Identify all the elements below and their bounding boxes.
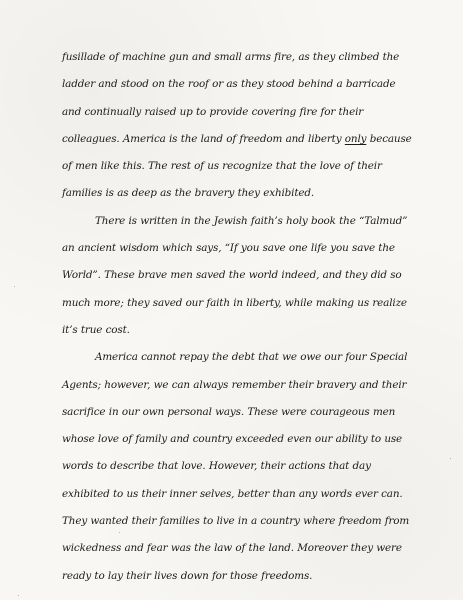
scan-speck (18, 595, 19, 596)
document-body (62, 44, 412, 590)
paragraph-1-text-start: fusillade of machine gun and small arms fire, as they climbed the ladder and stood on the roof or as they stood behind a barricade and continually raised up to provide covering fire for their colleagues. America is the land of freedom and liberty (62, 51, 400, 145)
paragraph-2-text: There is written in the Jewish faith’s holy book the “Talmud” an ancient wisdom which says, “If you save one life you save the World”. These brave men saved the world indeed, and they did so much more; they saved our faith in liberty, while making us realize it’s true cost. (62, 214, 408, 336)
paragraph-3 (62, 344, 412, 590)
scan-speck (119, 532, 120, 533)
paragraph-2 (62, 208, 412, 344)
paragraph-1 (62, 44, 412, 208)
paragraph-3-text: America cannot repay the debt that we owe our four Special Agents; however, we can always remember their bravery and their sacrifice in our own personal ways. These were courageous men whose love of family and country exceeded even our ability to use words to describe that love. However, their actions that day exhibited to us their inner selves, better than any words ever can. They wanted their families to live in a country where freedom from wickedness and fear was the law of the land. Moreover they were ready to lay their lives down for those freedoms. (62, 351, 410, 582)
paragraph-1-text-end: because of men like this. The rest of us recognize that the love of their families is as deep as the bravery they exhibited. (62, 132, 412, 200)
scan-speck (14, 286, 15, 287)
scan-speck (450, 458, 451, 459)
underlined-word-only: only (344, 132, 367, 145)
